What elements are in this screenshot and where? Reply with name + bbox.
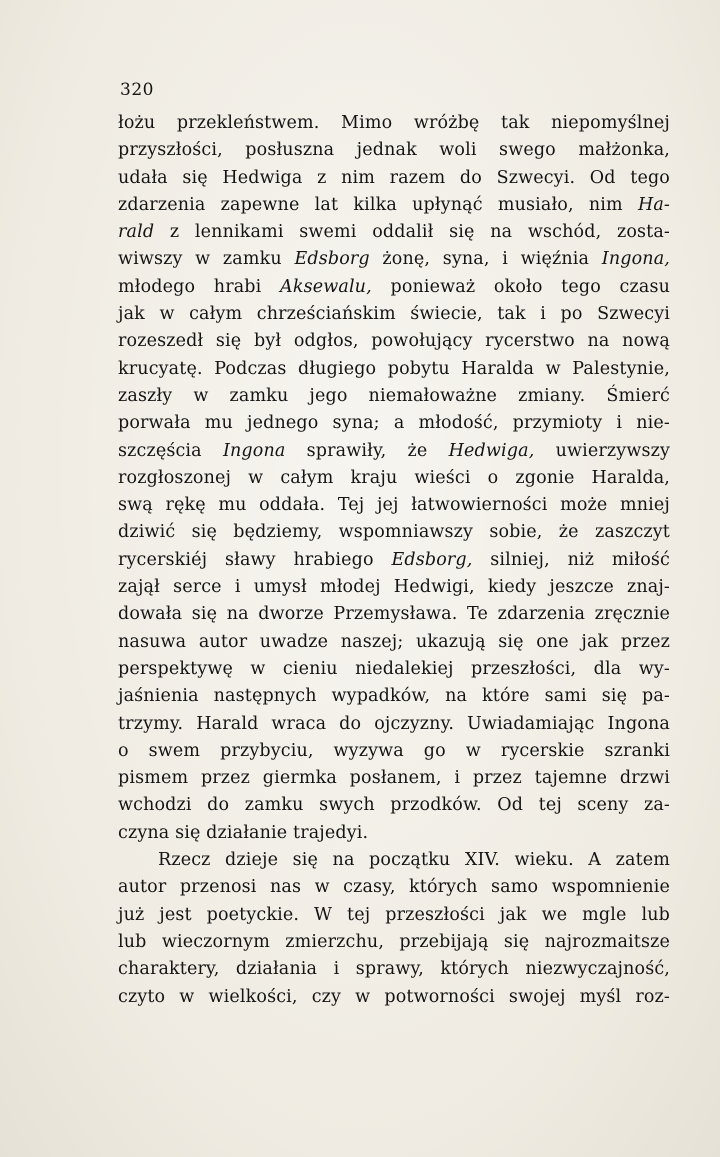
text-line [118, 356, 670, 383]
italic-text: Ingona [222, 440, 286, 461]
text-segment: łożu przekleństwem. Mimo wróżbę tak niepomyślnej [118, 113, 670, 133]
text-segment: Rzecz dzieje się na początku XIV. wieku. A zatem [158, 850, 670, 871]
text-line [118, 465, 670, 492]
text-segment: jaśnienia następnych wypadków, na które sami się pa- [118, 686, 670, 707]
text-segment: szczęścia [118, 440, 223, 461]
text-segment: perspektywę w cieniu niedalekiej przeszłości, dla wy- [118, 658, 670, 679]
text-segment: dowała się na dworze Przemysława. Te zdarzenia zręcznie [118, 604, 670, 625]
text-segment: lub wieczornym zmierzchu, przebijają się najrozmaitsze [118, 931, 670, 952]
text-line [118, 601, 670, 628]
text-segment: krucyatę. Podczas długiego pobytu Haralda w Palestynie, [118, 358, 670, 379]
italic-text: Ha- [637, 194, 670, 215]
text-segment: zdarzenia zapewne lat kilka upłynąć musiało, nim [118, 194, 638, 215]
text-segment: rozeszedł się był odgłos, powołujący rycerstwo na nową [118, 331, 670, 352]
italic-text: Edsborg, [391, 549, 473, 570]
text-line [118, 738, 670, 765]
italic-text: Aksewalu, [280, 276, 372, 297]
text-line [118, 328, 670, 355]
text-line [118, 192, 670, 219]
text-line [118, 410, 670, 437]
text-segment: silniej, niż miłość [472, 549, 670, 570]
text-segment: porwała mu jednego syna; a młodość, przymioty i nie- [118, 413, 670, 434]
text-segment: żonę, syna, i więźnia [369, 249, 602, 270]
text-segment: wiwszy w zamku [118, 249, 295, 270]
text-segment: rozgłoszonej w całym kraju wieści o zgonie Haralda, [118, 467, 670, 488]
text-line [118, 301, 670, 328]
text-segment: czyto w wielkości, czy w potworności swojej myśl roz- [118, 986, 670, 1007]
page-number: 320 [120, 80, 154, 100]
text-segment: uwierzywszy [534, 440, 671, 461]
text-line [118, 519, 670, 546]
italic-text: rald [118, 222, 155, 243]
text-segment: nasuwa autor uwadze naszej; ukazują się one jak przez [118, 631, 670, 652]
text-line [118, 902, 670, 929]
text-line [118, 874, 670, 901]
body-text [118, 110, 670, 1011]
text-line [118, 984, 670, 1011]
text-line [118, 629, 670, 656]
text-line [118, 137, 670, 164]
italic-text: Edsborg [294, 249, 370, 270]
text-segment: już jest poetyckie. W tej przeszłości jak we mgle lub [118, 904, 670, 925]
text-line [118, 383, 670, 410]
text-line [118, 792, 670, 819]
text-segment: zajął serce i umysł młodej Hedwigi, kiedy jeszcze znaj- [118, 577, 670, 598]
text-segment: rycerskiéj sławy hrabiego [118, 549, 392, 570]
text-segment: młodego hrabi [118, 276, 281, 297]
text-segment: wchodzi do zamku swych przodków. Od tej sceny za- [118, 795, 670, 816]
text-line [118, 246, 670, 273]
text-line [118, 929, 670, 956]
text-segment: o swem przybyciu, wyzywa go w rycerskie szranki [118, 740, 670, 761]
text-line [118, 547, 670, 574]
text-line [118, 110, 670, 137]
text-segment: trzymy. Harald wraca do ojczyzny. Uwiadamiając Ingona [118, 713, 670, 734]
text-line [118, 683, 670, 710]
text-segment: zaszły w zamku jego niemałoważne zmiany. Śmierć [118, 385, 670, 406]
text-segment: przyszłości, posłuszna jednak woli swego małżonka, [118, 140, 670, 161]
text-segment: ponieważ około tego czasu [371, 276, 670, 297]
text-line [118, 820, 670, 847]
text-line [118, 492, 670, 519]
text-segment: sprawiły, że [285, 440, 449, 461]
text-segment: z lennikami swemi oddalił się na wschód, zosta- [154, 222, 670, 243]
text-segment: swą rękę mu oddała. Tej jej łatwowierności może mniej [118, 495, 670, 516]
text-segment: jak w całym chrześciańskim świecie, tak i po Szwecyi [118, 304, 670, 325]
italic-text: Ingona, [601, 249, 670, 270]
text-line [118, 765, 670, 792]
italic-text: Hedwiga, [448, 440, 535, 461]
text-line [118, 438, 670, 465]
text-segment: charaktery, działania i sprawy, których niezwyczajność, [118, 959, 670, 980]
text-line [118, 274, 670, 301]
text-line [118, 574, 670, 601]
text-line [118, 656, 670, 683]
text-segment: udała się Hedwiga z nim razem do Szwecyi. Od tego [118, 167, 670, 188]
text-line [118, 956, 670, 983]
text-line [118, 847, 670, 874]
text-segment: czyna się działanie trajedyi. [118, 822, 369, 843]
text-line [118, 219, 670, 246]
text-line [118, 165, 670, 192]
text-line [118, 711, 670, 738]
text-segment: pismem przez giermka posłanem, i przez tajemne drzwi [118, 768, 670, 789]
text-segment: autor przenosi nas w czasy, których samo wspomnienie [118, 877, 670, 898]
text-segment: dziwić się będziemy, wspomniawszy sobie, że zaszczyt [118, 522, 670, 543]
